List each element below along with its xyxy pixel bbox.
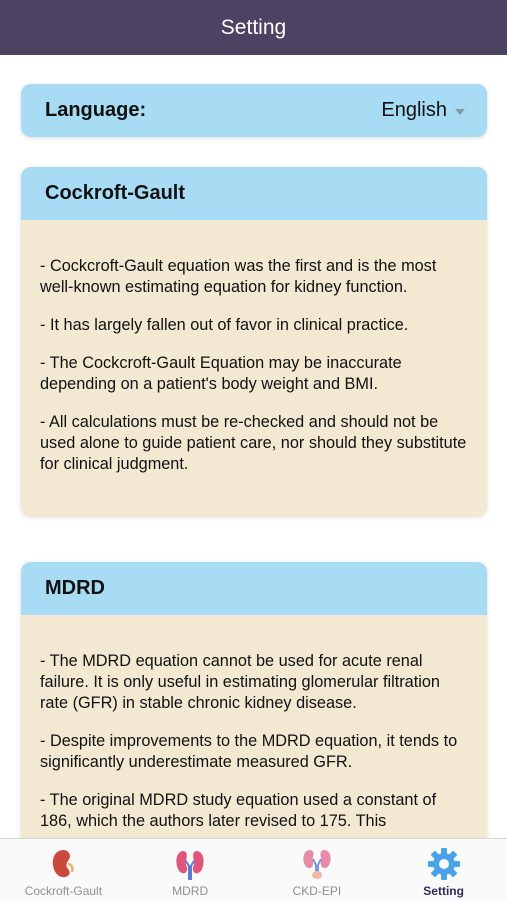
card-body xyxy=(21,615,487,838)
caret-down-icon xyxy=(455,109,465,115)
single-kidney-icon xyxy=(45,846,81,882)
tab-ckd-epi[interactable] xyxy=(254,839,381,901)
nav-bar xyxy=(0,0,507,55)
tab-bar xyxy=(0,838,507,901)
language-select[interactable] xyxy=(381,99,465,122)
language-value: English xyxy=(381,99,447,121)
language-card xyxy=(21,84,487,137)
cockcroft-gault-card xyxy=(21,167,487,516)
info-paragraph: - The Cockcroft-Gault Equation may be inaccurate depending on a patient's body weight and BMI. xyxy=(40,354,402,393)
tab-label: Cockroft-Gault xyxy=(24,884,103,898)
urinary-system-icon xyxy=(299,846,335,882)
tab-setting[interactable] xyxy=(380,839,507,901)
info-paragraph: - It has largely fallen out of favor in clinical practice. xyxy=(40,316,409,334)
card-title: MDRD xyxy=(21,562,487,615)
kidneys-icon xyxy=(172,846,208,882)
gear-icon xyxy=(426,846,462,882)
mdrd-card xyxy=(21,562,487,838)
tab-label: Setting xyxy=(423,884,464,898)
card-title: Cockroft-Gault xyxy=(21,167,487,220)
page-title: Setting xyxy=(220,15,287,39)
tab-label: CKD-EPI xyxy=(292,884,342,898)
info-paragraph: - Despite improvements to the MDRD equation, it tends to significantly underestimate measured GFR. xyxy=(40,732,458,771)
card-body xyxy=(21,220,487,516)
language-label: Language: xyxy=(45,99,147,121)
info-paragraph: - Cockcroft-Gault equation was the first and is the most well-known estimating equation for kidney function. xyxy=(40,257,437,296)
info-paragraph: - All calculations must be re-checked and should not be used alone to guide patient care, nor should they substitute for clinical judgment. xyxy=(40,413,467,473)
info-paragraph: - The original MDRD study equation used a constant of 186, which the authors later revised to 175. This xyxy=(40,791,437,830)
tab-label: MDRD xyxy=(172,884,209,898)
tab-mdrd[interactable] xyxy=(127,839,254,901)
tab-cockroft-gault[interactable] xyxy=(0,839,127,901)
info-paragraph: - The MDRD equation cannot be used for acute renal failure. It is only useful in estimating glomerular filtration rate (GFR) in stable chronic kidney disease. xyxy=(40,652,440,712)
settings-content[interactable] xyxy=(0,55,507,838)
